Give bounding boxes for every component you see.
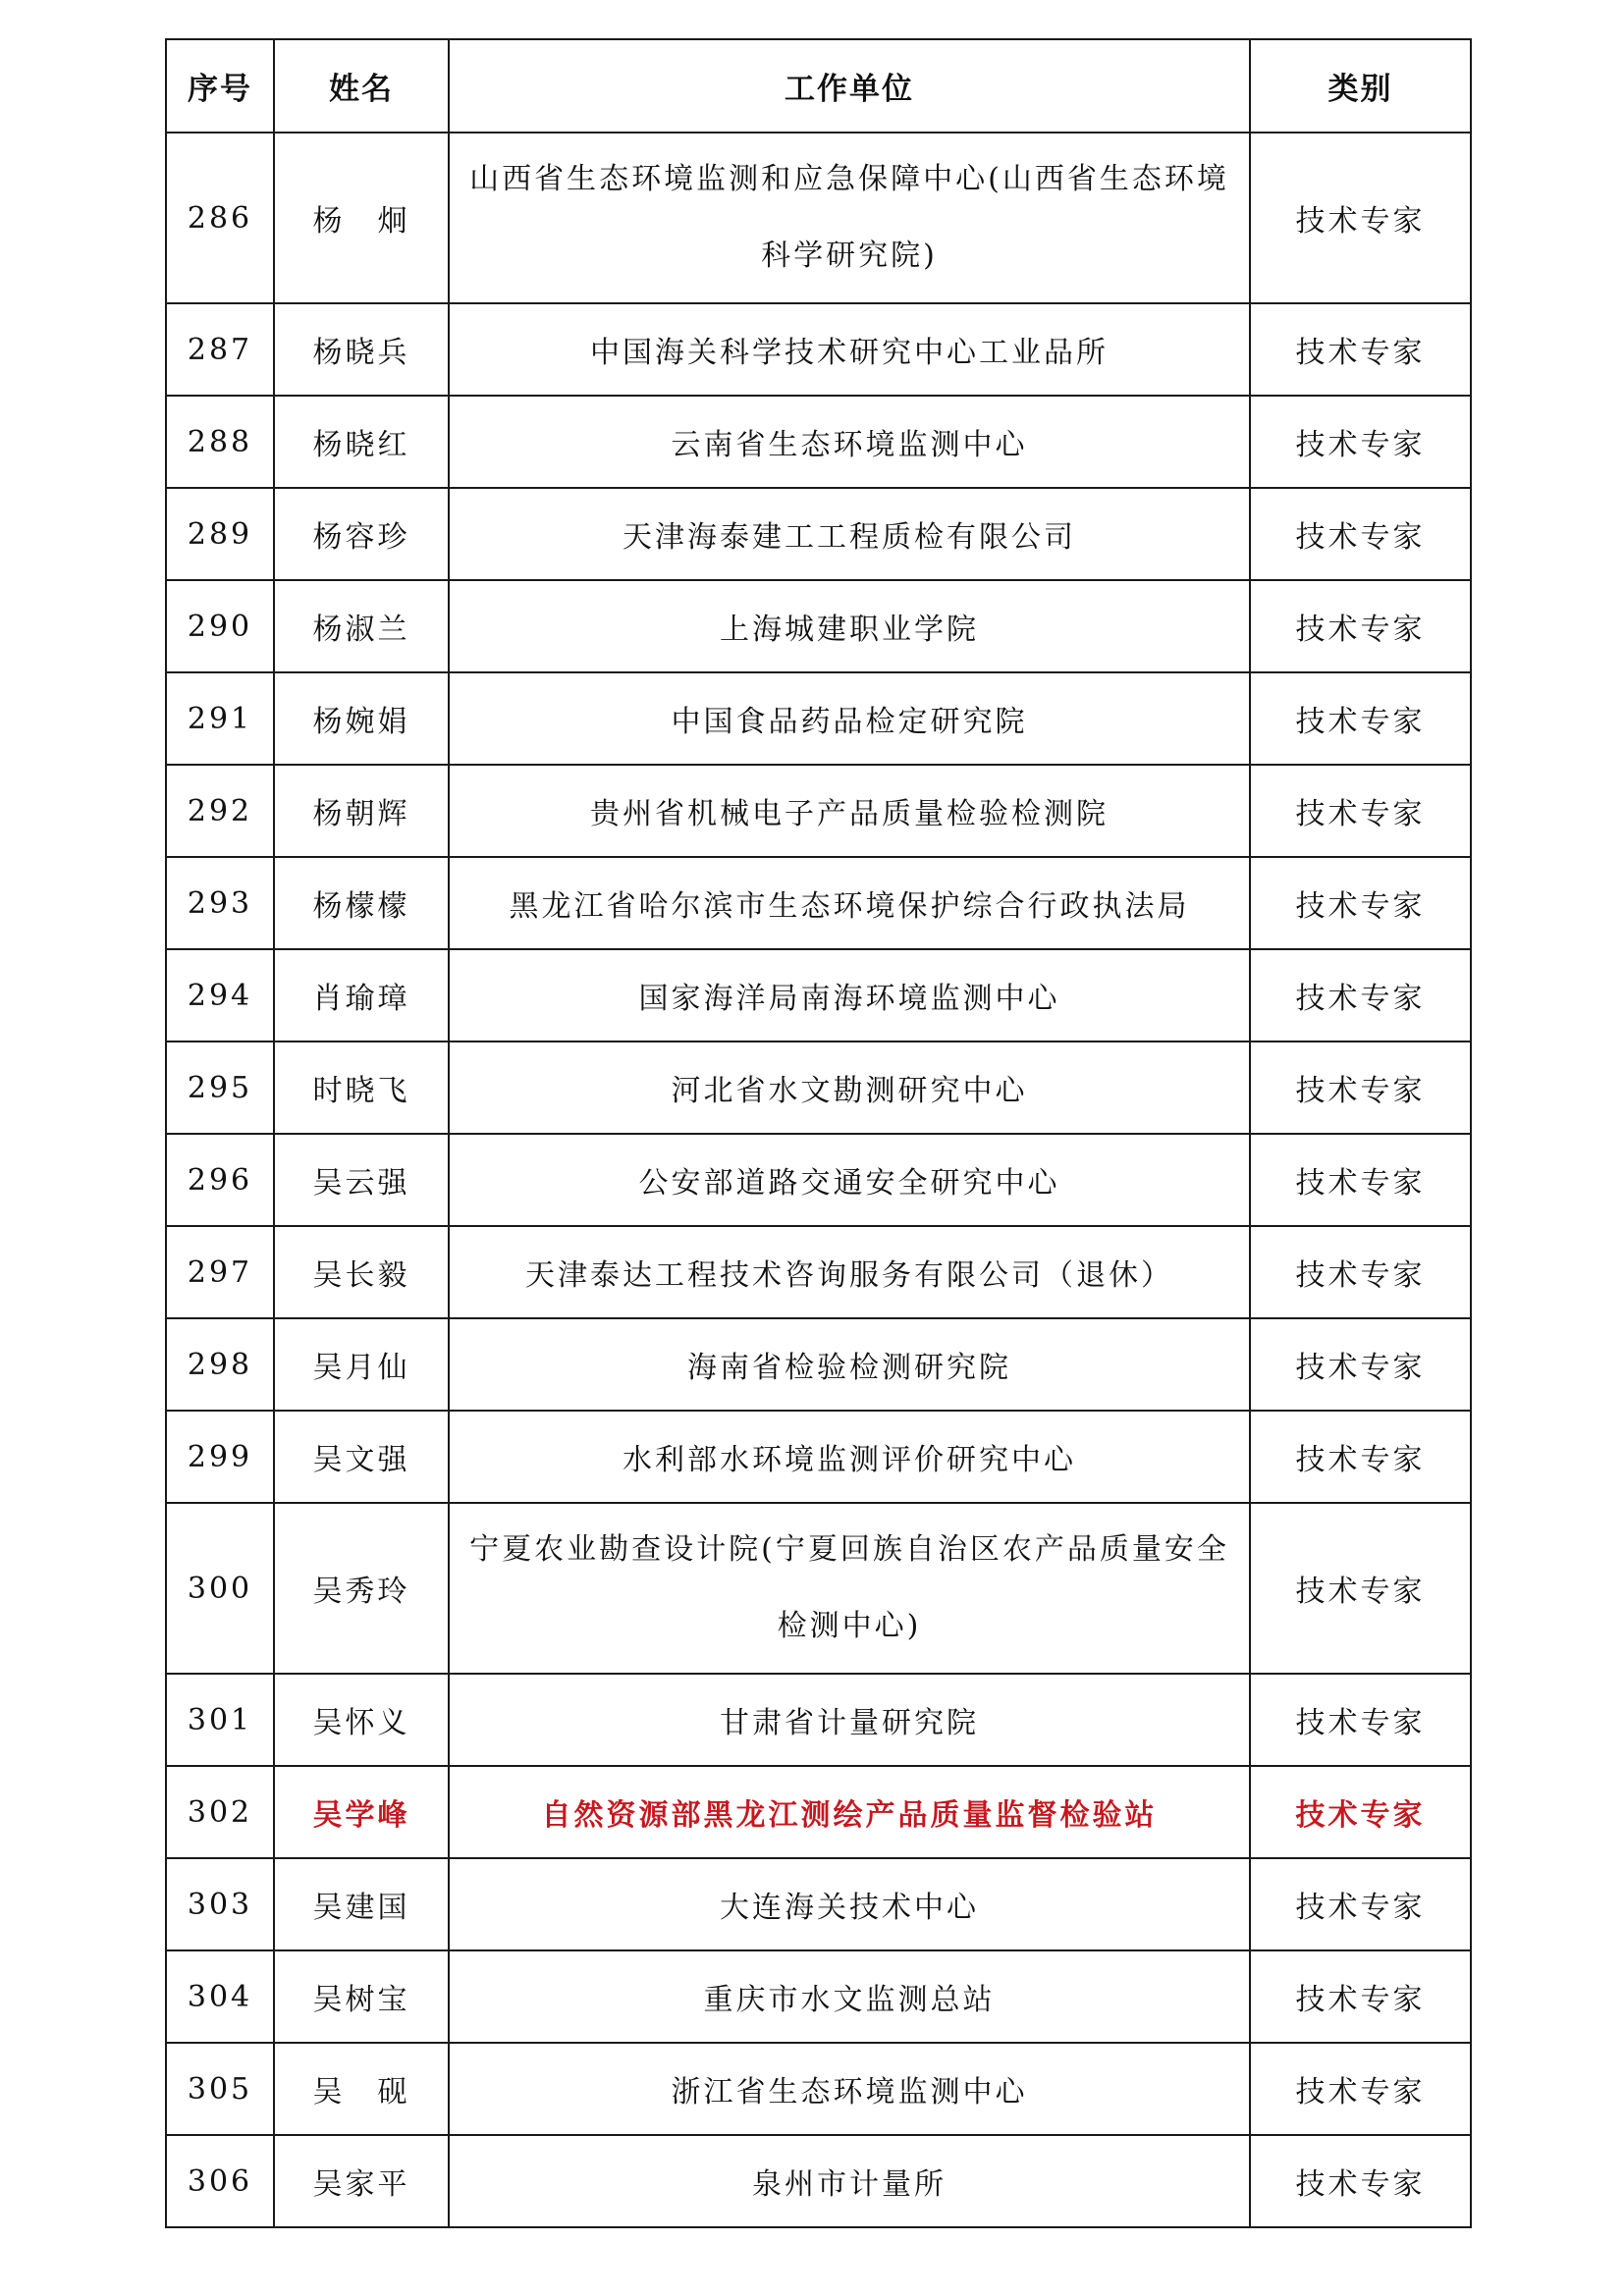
cell-no: 287 — [166, 303, 274, 396]
table-row — [166, 396, 1471, 488]
cell-no: 294 — [166, 949, 274, 1041]
cell-org: 重庆市水文监测总站 — [449, 1950, 1250, 2043]
cell-category: 技术专家 — [1250, 857, 1471, 949]
cell-name: 吴怀义 — [274, 1674, 449, 1766]
cell-no: 296 — [166, 1134, 274, 1226]
cell-name: 杨容珍 — [274, 488, 449, 580]
cell-org: 河北省水文勘测研究中心 — [449, 1041, 1250, 1134]
cell-org: 自然资源部黑龙江测绘产品质量监督检验站 — [449, 1766, 1250, 1858]
cell-category: 技术专家 — [1250, 1318, 1471, 1411]
cell-org: 天津泰达工程技术咨询服务有限公司（退休） — [449, 1226, 1250, 1318]
table-header-row — [166, 39, 1471, 133]
cell-no: 289 — [166, 488, 274, 580]
cell-org: 黑龙江省哈尔滨市生态环境保护综合行政执法局 — [449, 857, 1250, 949]
cell-no: 306 — [166, 2135, 274, 2227]
cell-org: 贵州省机械电子产品质量检验检测院 — [449, 765, 1250, 857]
header-category: 类别 — [1250, 39, 1471, 133]
cell-name: 吴建国 — [274, 1858, 449, 1950]
cell-no: 292 — [166, 765, 274, 857]
cell-org: 天津海泰建工工程质检有限公司 — [449, 488, 1250, 580]
cell-category: 技术专家 — [1250, 1766, 1471, 1858]
cell-name: 杨淑兰 — [274, 580, 449, 672]
cell-category: 技术专家 — [1250, 396, 1471, 488]
cell-no: 290 — [166, 580, 274, 672]
cell-org: 中国食品药品检定研究院 — [449, 672, 1250, 765]
cell-name: 时晓飞 — [274, 1041, 449, 1134]
cell-category: 技术专家 — [1250, 1411, 1471, 1503]
cell-category: 技术专家 — [1250, 1858, 1471, 1950]
table-row — [166, 1674, 1471, 1766]
cell-no: 302 — [166, 1766, 274, 1858]
cell-category: 技术专家 — [1250, 949, 1471, 1041]
cell-category: 技术专家 — [1250, 2043, 1471, 2135]
cell-no: 297 — [166, 1226, 274, 1318]
cell-name: 吴长毅 — [274, 1226, 449, 1318]
cell-name: 吴云强 — [274, 1134, 449, 1226]
cell-org: 国家海洋局南海环境监测中心 — [449, 949, 1250, 1041]
table-row — [166, 1503, 1471, 1674]
cell-org: 中国海关科学技术研究中心工业品所 — [449, 303, 1250, 396]
cell-name: 肖瑜璋 — [274, 949, 449, 1041]
cell-name: 吴家平 — [274, 2135, 449, 2227]
cell-category: 技术专家 — [1250, 488, 1471, 580]
header-name: 姓名 — [274, 39, 449, 133]
cell-name: 吴秀玲 — [274, 1503, 449, 1674]
table-row — [166, 2043, 1471, 2135]
cell-category: 技术专家 — [1250, 2135, 1471, 2227]
cell-name: 杨檬檬 — [274, 857, 449, 949]
cell-org: 公安部道路交通安全研究中心 — [449, 1134, 1250, 1226]
table-row — [166, 1950, 1471, 2043]
cell-no: 291 — [166, 672, 274, 765]
cell-category: 技术专家 — [1250, 672, 1471, 765]
cell-no: 288 — [166, 396, 274, 488]
cell-category: 技术专家 — [1250, 580, 1471, 672]
table-row — [166, 765, 1471, 857]
cell-org: 甘肃省计量研究院 — [449, 1674, 1250, 1766]
cell-category: 技术专家 — [1250, 765, 1471, 857]
expert-roster-table — [165, 38, 1472, 2228]
cell-name: 杨婉娟 — [274, 672, 449, 765]
cell-org: 海南省检验检测研究院 — [449, 1318, 1250, 1411]
cell-org: 上海城建职业学院 — [449, 580, 1250, 672]
cell-category: 技术专家 — [1250, 1503, 1471, 1674]
cell-category: 技术专家 — [1250, 133, 1471, 303]
table-row — [166, 1858, 1471, 1950]
cell-category: 技术专家 — [1250, 1041, 1471, 1134]
cell-org: 大连海关技术中心 — [449, 1858, 1250, 1950]
cell-name: 杨晓红 — [274, 396, 449, 488]
table-row — [166, 949, 1471, 1041]
cell-name: 吴学峰 — [274, 1766, 449, 1858]
table-row — [166, 1041, 1471, 1134]
cell-category: 技术专家 — [1250, 1950, 1471, 2043]
table-row-highlighted — [166, 1766, 1471, 1858]
cell-org: 宁夏农业勘查设计院(宁夏回族自治区农产品质量安全检测中心) — [449, 1503, 1250, 1674]
table-row — [166, 857, 1471, 949]
cell-name: 吴月仙 — [274, 1318, 449, 1411]
cell-no: 304 — [166, 1950, 274, 2043]
table-row — [166, 303, 1471, 396]
cell-no: 303 — [166, 1858, 274, 1950]
cell-org: 水利部水环境监测评价研究中心 — [449, 1411, 1250, 1503]
cell-category: 技术专家 — [1250, 1226, 1471, 1318]
cell-org: 云南省生态环境监测中心 — [449, 396, 1250, 488]
header-org: 工作单位 — [449, 39, 1250, 133]
table-row — [166, 580, 1471, 672]
table-row — [166, 1134, 1471, 1226]
cell-no: 286 — [166, 133, 274, 303]
table-row — [166, 133, 1471, 303]
cell-no: 299 — [166, 1411, 274, 1503]
cell-category: 技术专家 — [1250, 1134, 1471, 1226]
cell-org: 山西省生态环境监测和应急保障中心(山西省生态环境科学研究院) — [449, 133, 1250, 303]
table-row — [166, 488, 1471, 580]
cell-no: 293 — [166, 857, 274, 949]
cell-no: 300 — [166, 1503, 274, 1674]
table-row — [166, 672, 1471, 765]
header-no: 序号 — [166, 39, 274, 133]
table-row — [166, 1411, 1471, 1503]
cell-name: 吴 砚 — [274, 2043, 449, 2135]
cell-name: 杨 炯 — [274, 133, 449, 303]
cell-no: 298 — [166, 1318, 274, 1411]
cell-name: 吴文强 — [274, 1411, 449, 1503]
cell-no: 301 — [166, 1674, 274, 1766]
cell-name: 杨朝辉 — [274, 765, 449, 857]
cell-name: 吴树宝 — [274, 1950, 449, 2043]
table-row — [166, 1226, 1471, 1318]
cell-org: 泉州市计量所 — [449, 2135, 1250, 2227]
cell-org: 浙江省生态环境监测中心 — [449, 2043, 1250, 2135]
cell-name: 杨晓兵 — [274, 303, 449, 396]
cell-no: 305 — [166, 2043, 274, 2135]
cell-category: 技术专家 — [1250, 303, 1471, 396]
table-row — [166, 1318, 1471, 1411]
cell-category: 技术专家 — [1250, 1674, 1471, 1766]
cell-no: 295 — [166, 1041, 274, 1134]
table-row — [166, 2135, 1471, 2227]
